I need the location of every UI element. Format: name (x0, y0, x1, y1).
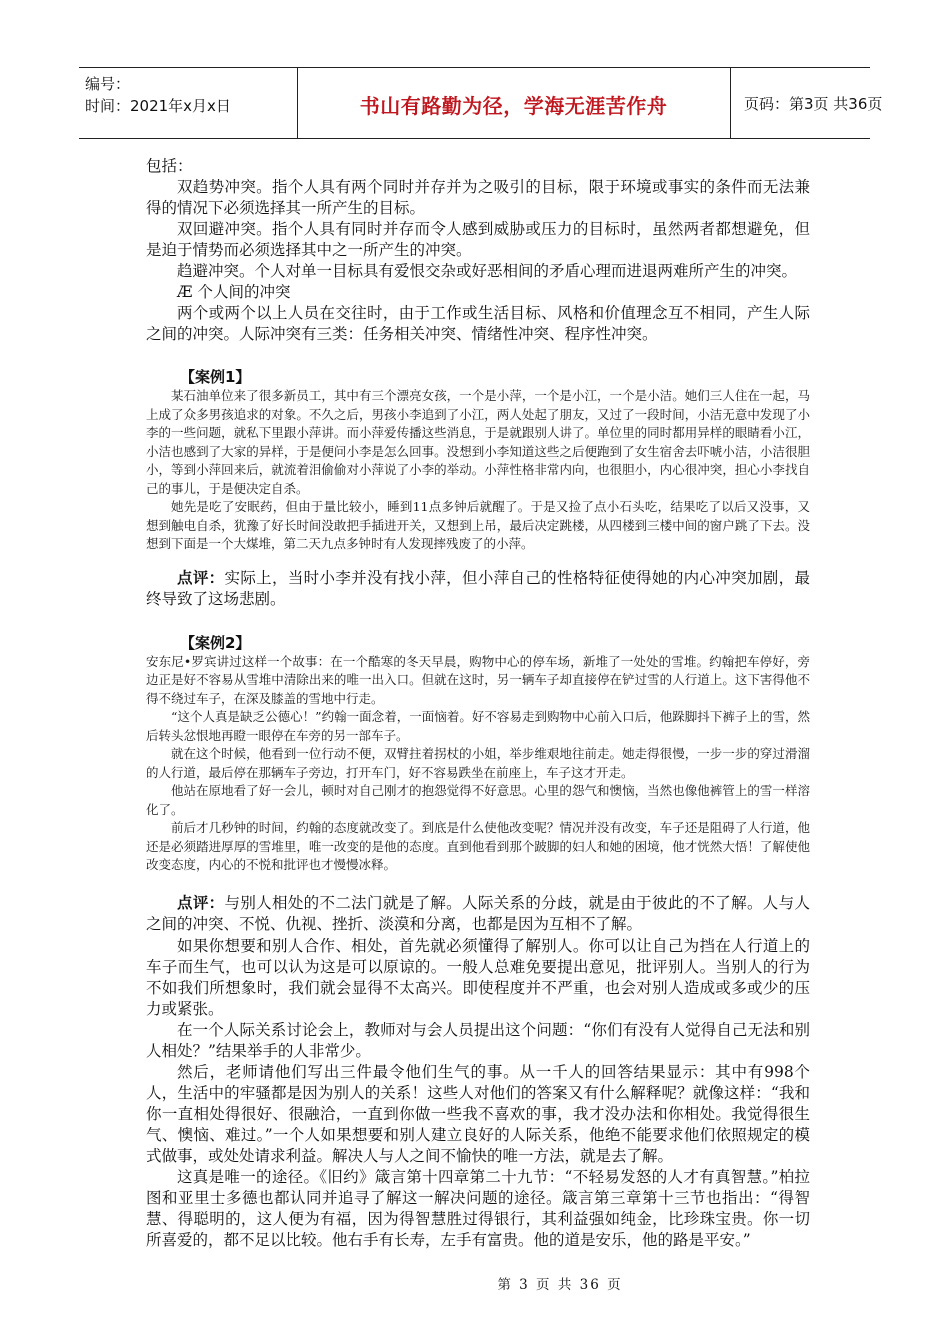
paragraph: 这真是唯一的途径。《旧约》箴言第十四章第二十九节：“不轻易发怒的人才有真智慧。”柏拉图和亚里士多德也都认同并追寻了解这一解决问题的途径。箴言第三章第十三节也指出：“得智慧、得聪明的，这人便为有福，因为得智慧胜过得银行，其利益强如纯金，比珍珠宝贵。你一切所喜爱的，都不足以比较。他右手有长寿，左手有富贵。他的道是安乐，他的路是平安。” (146, 1167, 810, 1249)
header-table (79, 67, 883, 139)
comment-label: 点评： (177, 893, 225, 912)
header-motto-cell (297, 68, 731, 138)
comment-1 (146, 568, 810, 611)
document-code-label: 编号： (85, 75, 131, 93)
comment-text: 与别人相处的不二法门就是了解。人际关系的分歧，就是由于彼此的不了解。人与人之间的冲突、不悦、仇视、挫折、淡漠和分离，也都是因为互相不了解。 (146, 893, 810, 933)
paragraph: 双趋势冲突。指个人具有两个同时并存并为之吸引的目标，限于环境或事实的条件而无法兼得的情况下必须选择其一所产生的目标。 (146, 178, 810, 217)
comment-label: 点评： (177, 568, 225, 587)
paragraph: 然后，老师请他们写出三件最令他们生气的事。从一千人的回答结果显示：其中有998个人，生活中的牢骚都是因为别人的关系！这些人对他们的答案又有什么解释呢？就像这样：“我和你一直相处得很好、很融洽，一直到你做一些我不喜欢的事，我才没办法和你相处。我觉得很生气、懊恼、难过。”一个人如果想要和别人建立良好的人际关系，他绝不能要求他们依照规定的模式做事，或处处请求利益。解决人与人之间不愉快的唯一方法，就是去了解。 (146, 1062, 810, 1165)
case-2-paragraph: 就在这个时候，他看到一位行动不便，双臂拄着拐杖的小姐，举步维艰地往前走。她走得很慢，一步一步的穿过滑溜的人行道，最后停在那辆车子旁边，打开车门，好不容易跌坐在前座上，车子这才开走。 (146, 746, 810, 780)
paragraph: 双回避冲突。指个人具有同时并存而令人感到威胁或压力的目标时，虽然两者都想避免，但是迫于情势而必须选择其中之一所产生的冲突。 (146, 220, 810, 259)
case-1-paragraph: 她先是吃了安眠药，但由于量比较小，睡到11点多钟后就醒了。于是又捡了点小石头吃，结果吃了以后又没事，又想到触电自杀，犹豫了好长时间没敢把手插进开关，又想到上吊，最后决定跳楼，从四楼到三楼中间的窗户跳了下去。没想到下面是一个大煤堆，第二天九点多钟时有人发现摔残废了的小萍。 (146, 499, 810, 551)
comment-2 (146, 893, 810, 936)
paragraph: 包括： (146, 157, 193, 175)
paragraph: 两个或两个以上人员在交往时，由于工作或生活目标、风格和价值理念互不相同，产生人际之间的冲突。人际冲突有三类：任务相关冲突、情绪性冲突、程序性冲突。 (146, 304, 810, 343)
case-2-paragraph: 他站在原地看了好一会儿，顿时对自己刚才的抱怨觉得不好意思。心里的怨气和懊恼，当然也像他裤管上的雪一样溶化了。 (146, 783, 810, 817)
case-2-paragraph: 安东尼•罗宾讲过这样一个故事：在一个酷寒的冬天早晨，购物中心的停车场，新堆了一处处的雪堆。约翰把车停好，旁边正是好不容易从雪堆中清除出来的唯一出入口。但就在这时，另一辆车子却直接停在铲过雪的人行道上。这下害得他不得不绕过车子，在深及膝盖的雪地中行走。 (146, 653, 810, 706)
comment-text: 实际上，当时小李并没有找小萍，但小萍自己的性格特征使得她的内心冲突加剧，最终导致了这场悲剧。 (146, 568, 810, 608)
paragraph: 在一个人际关系讨论会上，教师对与会人员提出这个问题：“你们有没有人觉得自己无法和别人相处？”结果举手的人非常少。 (146, 1020, 810, 1060)
section-heading: Æ 个人间的冲突 (177, 283, 291, 301)
case-1-paragraph: 某石油单位来了很多新员工，其中有三个漂亮女孩，一个是小萍，一个是小江，一个是小洁。她们三人住在一起，马上成了众多男孩追求的对象。不久之后，男孩小李追到了小江，两人处起了朋友，又过了一段时间，小洁无意中发现了小李的一些问题，就私下里跟小萍讲。而小萍爱传播这些消息，于是就跟别人讲了。单位里的同时都用异样的眼睛看小江，小洁也感到了大家的异样，于是便问小李是怎么回事。没想到小李知道这些之后便跑到了女生宿舍去吓唬小洁，小洁很胆小，等到小萍回来后，就流着泪偷偷对小萍说了小李的举动。小萍性格非常内向，也很胆小，内心很冲突，担心小李找自己的事儿，于是便决定自杀。 (146, 388, 810, 496)
case-2-paragraph: “这个人真是缺乏公德心！”约翰一面念着，一面恼着。好不容易走到购物中心前入口后，他跺脚抖下裤子上的雪，然后转头忿恨地再瞪一眼停在车旁的另一部车子。 (146, 709, 810, 743)
paragraph: 趋避冲突。个人对单一目标具有爱恨交杂或好恶相间的矛盾心理而进退两难所产生的冲突。 (177, 262, 798, 280)
case-2-title: 【案例2】 (180, 633, 251, 652)
header-page-cell (730, 68, 883, 138)
header-motto: 书山有路勤为径，学海无涯苦作舟 (359, 94, 668, 118)
paragraph: 如果你想要和别人合作、相处，首先就必须懂得了解别人。你可以让自己为挡在人行道上的车子而生气，也可以认为这是可以原谅的。一般人总难免要提出意见，批评别人。当别人的行为不如我们所想象时，我们就会显得不太高兴。即使程度并不严重，也会对别人造成或多或少的压力或紧张。 (146, 936, 810, 1018)
header-page-info: 页码：第3页 共36页 (744, 95, 883, 113)
case-2-paragraph: 前后才几秒钟的时间，约翰的态度就改变了。到底是什么使他改变呢？情况并没有改变，车子还是阻碍了人行道，他还是必须踏进厚厚的雪堆里，唯一改变的是他的态度。直到他看到那个跛脚的妇人和她的困境，他才恍然大悟！了解使他改变态度，内心的不悦和批评也才慢慢冰释。 (146, 820, 810, 872)
header-left-cell (79, 68, 298, 138)
document-date: 时间：2021年x月x日 (85, 97, 231, 115)
page-footer: 第 3 页 共 36 页 (497, 1277, 623, 1293)
document-body (146, 156, 810, 1251)
case-1-title: 【案例1】 (180, 368, 251, 386)
